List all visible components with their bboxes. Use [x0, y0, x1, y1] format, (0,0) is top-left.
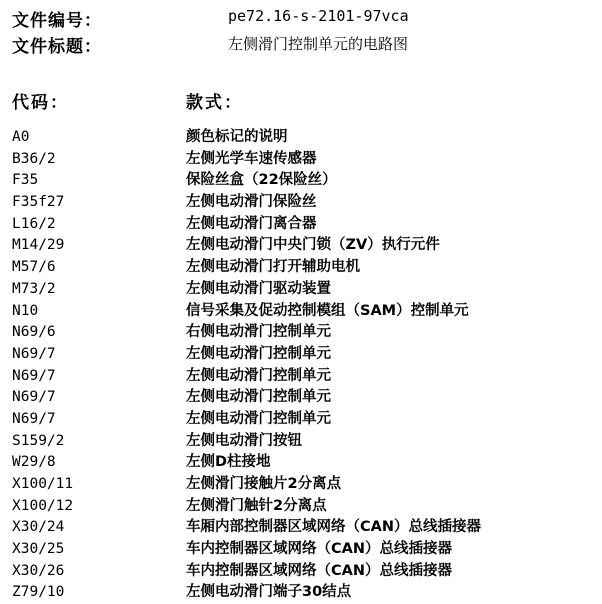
- component-description: 车厢内部控制器区域网络（CAN）总线插接器: [186, 519, 481, 536]
- file-number-value: pe72.16-s-2101-97vca: [228, 7, 409, 25]
- file-number-row: [12, 6, 592, 31]
- list-item: [12, 344, 597, 366]
- component-description: 左侧滑门接触片2分离点: [186, 476, 342, 492]
- description-column-header: 款式：: [186, 93, 243, 113]
- component-description: 左侧电动滑门控制单元: [186, 367, 331, 384]
- component-description: 左侧光学车速传感器: [186, 150, 317, 167]
- component-description: 左侧电动滑门中央门锁（ZV）执行元件: [186, 237, 440, 254]
- component-code: N69/6: [12, 324, 56, 341]
- file-title-value: 左侧滑门控制单元的电路图: [228, 35, 409, 53]
- component-code: N69/7: [12, 389, 56, 406]
- list-item: [12, 387, 597, 409]
- component-code: M73/2: [12, 280, 56, 297]
- component-description: 左侧电动滑门控制单元: [186, 389, 331, 406]
- component-code: N10: [12, 302, 39, 319]
- list-item: [12, 431, 597, 453]
- component-description: 左侧电动滑门打开辅助电机: [186, 259, 360, 276]
- component-description: 左侧电动滑门驱动装置: [186, 280, 331, 297]
- list-item: [12, 149, 597, 171]
- component-description: 左侧电动滑门保险丝: [186, 194, 317, 211]
- component-code: F35f27: [12, 194, 65, 211]
- component-code: A0: [12, 129, 30, 145]
- component-code: X30/25: [12, 541, 65, 558]
- list-item: [12, 474, 597, 496]
- component-code: N69/7: [12, 345, 56, 362]
- component-code: L16/2: [12, 215, 56, 232]
- list-item: [12, 452, 597, 474]
- list-item: [12, 170, 597, 192]
- file-title-label: 文件标题：: [12, 37, 102, 57]
- component-code: Z79/10: [12, 584, 65, 601]
- list-item: [12, 582, 597, 604]
- component-description: 左侧电动滑门控制单元: [186, 345, 331, 362]
- component-code: S159/2: [12, 432, 65, 449]
- list-item: [12, 517, 597, 539]
- list-item: [12, 192, 597, 214]
- component-code: W29/8: [12, 454, 56, 471]
- component-code: X30/26: [12, 562, 65, 579]
- list-item: [12, 279, 597, 301]
- file-number-label: 文件编号：: [12, 11, 102, 31]
- component-list: [12, 127, 597, 604]
- component-code: N69/7: [12, 367, 56, 384]
- list-item: [12, 127, 597, 149]
- component-description: 左侧电动滑门按钮: [186, 432, 302, 449]
- list-item: [12, 366, 597, 388]
- component-description: 右侧电动滑门控制单元: [186, 324, 331, 341]
- component-description: 颜色标记的说明: [186, 129, 288, 145]
- component-description: 左侧电动滑门端子30结点: [186, 584, 352, 601]
- component-code: N69/7: [12, 410, 56, 427]
- component-code: X30/24: [12, 519, 65, 536]
- component-description: 左侧D柱接地: [186, 454, 271, 471]
- list-item: [12, 214, 597, 236]
- component-description: 车内控制器区域网络（CAN）总线插接器: [186, 541, 452, 558]
- list-item: [12, 561, 597, 583]
- component-description: 保险丝盒（22保险丝）: [186, 172, 337, 189]
- file-title-row: [12, 32, 592, 57]
- component-code: X100/12: [12, 497, 74, 514]
- component-description: 左侧滑门触针2分离点: [186, 497, 327, 514]
- component-description: 左侧电动滑门离合器: [186, 215, 317, 232]
- component-code: M14/29: [12, 237, 65, 254]
- list-item: [12, 409, 597, 431]
- code-column-header: 代码：: [12, 93, 69, 113]
- list-item: [12, 257, 597, 279]
- component-description: 车内控制器区域网络（CAN）总线插接器: [186, 562, 452, 579]
- list-item: [12, 496, 597, 518]
- list-item: [12, 301, 597, 323]
- component-code: B36/2: [12, 150, 56, 167]
- list-item: [12, 322, 597, 344]
- component-code: M57/6: [12, 259, 56, 276]
- component-code: X100/11: [12, 476, 74, 492]
- component-code: F35: [12, 172, 39, 189]
- component-description: 左侧电动滑门控制单元: [186, 410, 331, 427]
- list-item: [12, 235, 597, 257]
- component-description: 信号采集及促动控制模组（SAM）控制单元: [186, 302, 469, 319]
- list-item: [12, 539, 597, 561]
